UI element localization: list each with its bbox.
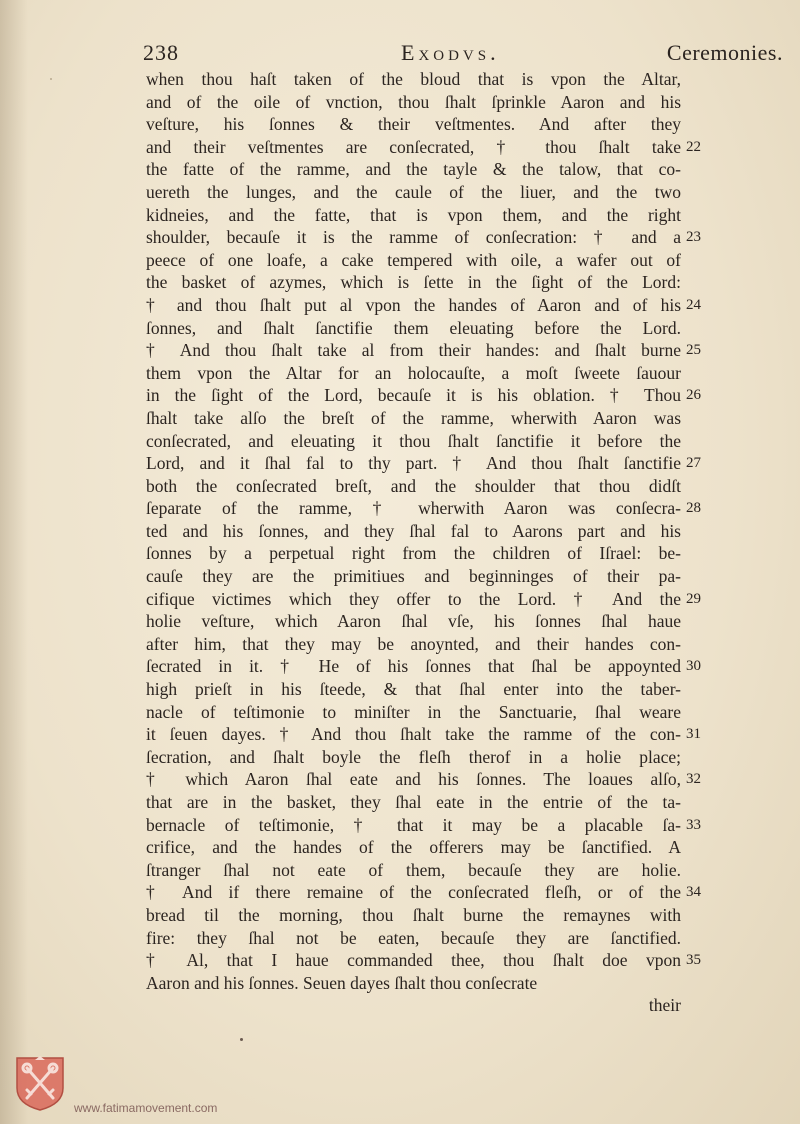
text-line: ſonnes by a perpetual right from the children of Iſrael: be- — [146, 543, 681, 564]
text-line: crifice, and the handes of the offerers may be ſanctified. A — [146, 837, 681, 858]
verse-number: 24 — [686, 296, 701, 313]
page-gutter-shadow — [0, 0, 28, 1124]
text-line: bread til the morning, thou ſhalt burne the remaynes with — [146, 904, 681, 925]
text-line: ſtranger ſhal not eate of them, becauſe they are holie. — [146, 859, 681, 880]
verse-number: 31 — [686, 726, 701, 743]
verse-number — [686, 746, 726, 769]
book-title: Exodvs. — [401, 40, 500, 65]
verse-number: 33 — [686, 816, 701, 833]
text-line: ſecrated in it. † He of his ſonnes that ſhal be appoynted — [146, 656, 681, 677]
text-line: their — [648, 995, 681, 1016]
verse-number — [686, 158, 726, 181]
verse-number — [686, 204, 726, 227]
verse-number — [686, 113, 726, 136]
verse-number: 30 — [686, 658, 701, 675]
verse-number — [686, 927, 726, 950]
verse-number — [686, 610, 726, 633]
page-number: 238 — [143, 40, 179, 65]
verse-number — [686, 91, 726, 114]
text-line: in the ſight of the Lord, becauſe it is his oblation. † Thou — [146, 385, 681, 406]
paper-speck — [50, 78, 52, 80]
verse-number: 32 — [686, 771, 701, 788]
verse-number — [686, 904, 726, 927]
verse-number — [686, 678, 726, 701]
verse-number — [686, 791, 726, 814]
text-line: † And thou ſhalt take al from their handes: and ſhalt burne — [146, 340, 681, 361]
text-line: that are in the basket, they ſhal eate in the entrie of the ta- — [146, 792, 681, 812]
text-line: holie veſture, which Aaron ſhal vſe, his ſonnes ſhal haue — [146, 611, 681, 632]
text-line: shoulder, becauſe it is the ramme of conſecration: † and a — [146, 227, 681, 248]
text-line: uereth the lunges, and the caule of the liuer, and the two — [146, 181, 681, 202]
text-line: conſecrated, and eleuating it thou ſhalt ſanctifie it before the — [146, 430, 681, 451]
verse-number — [686, 972, 726, 995]
crossed-keys-logo-icon[interactable] — [13, 1054, 67, 1112]
text-line: † and thou ſhalt put al vpon the handes of Aaron and of his — [146, 294, 681, 315]
text-line: nacle of teſtimonie to miniſter in the Sanctuarie, ſhal weare — [146, 701, 681, 722]
text-line: ſeparate of the ramme, † wherwith Aaron was conſecra- — [146, 498, 681, 519]
text-line: veſture, his ſonnes & their veſtmentes. And after they — [146, 114, 681, 135]
verse-number — [686, 542, 726, 565]
ink-dot — [240, 1038, 243, 1041]
verse-number — [686, 475, 726, 498]
verse-number: 35 — [686, 952, 701, 969]
verse-number: 26 — [686, 387, 701, 404]
verse-number — [686, 407, 726, 430]
text-line: Lord, and it ſhal fal to thy part. † And thou ſhalt ſanctifie — [146, 453, 681, 474]
verse-number: 27 — [686, 455, 701, 472]
verse-number — [686, 68, 726, 91]
verse-number — [686, 181, 726, 204]
verse-number: 29 — [686, 590, 701, 607]
text-line: † And if there remaine of the conſecrated fleſh, or of the — [146, 882, 681, 903]
text-line: both the conſecrated breſt, and the shoulder that thou didſt — [146, 475, 681, 496]
text-line: the fatte of the ramme, and the tayle & the talow, that co- — [146, 159, 681, 180]
scripture-text-block — [146, 68, 681, 1017]
text-line: ſecration, and ſhalt boyle the fleſh therof in a holie place; — [146, 746, 681, 767]
text-line: them vpon the Altar for an holocauſte, a moſt ſweete ſauour — [146, 362, 681, 383]
verse-number — [686, 836, 726, 859]
verse-number: 22 — [686, 138, 701, 155]
verse-number — [686, 430, 726, 453]
text-line: cifique victimes which they offer to the Lord. † And the — [146, 588, 681, 609]
verse-number — [686, 701, 726, 724]
page-header — [143, 38, 783, 72]
text-line: ſonnes, and ſhalt ſanctifie them eleuating before the Lord. — [146, 317, 681, 338]
text-line: kidneies, and the fatte, that is vpon them, and the right — [146, 204, 681, 225]
verse-number — [686, 633, 726, 656]
text-line: peece of one loafe, a cake tempered with oile, a wafer out of — [146, 249, 681, 270]
verse-number — [686, 859, 726, 882]
text-line: Aaron and his ſonnes. Seuen dayes ſhalt thou conſecrate — [146, 972, 538, 993]
text-line: and of the oile of vnction, thou ſhalt ſprinkle Aaron and his — [146, 91, 681, 112]
verse-number — [686, 994, 726, 1017]
text-line: and their veſtmentes are conſecrated, † thou ſhalt take — [146, 136, 681, 157]
verse-number — [686, 271, 726, 294]
verse-number — [686, 249, 726, 272]
text-line: it ſeuen dayes. † And thou ſhalt take the ramme of the con- — [146, 724, 681, 745]
text-line: † Al, that I haue commanded thee, thou ſhalt doe vpon — [146, 950, 681, 971]
watermark-url[interactable]: www.fatimamovement.com — [74, 1101, 218, 1115]
verse-number — [686, 362, 726, 385]
verse-number: 28 — [686, 500, 701, 517]
verse-number — [686, 565, 726, 588]
text-line: cauſe they are the primitiues and beginninges of their pa- — [146, 566, 681, 587]
text-line: high prieſt in his ſteede, & that ſhal enter into the taber- — [146, 679, 681, 700]
text-line: after him, that they may be anoynted, and their handes con- — [146, 633, 681, 654]
text-line: † which Aaron ſhal eate and his ſonnes. The loaues alſo, — [146, 769, 681, 790]
verse-number — [686, 520, 726, 543]
text-line: ſhalt take alſo the breſt of the ramme, wherwith Aaron was — [146, 407, 681, 428]
text-line: the basket of azymes, which is ſette in the ſight of the Lord: — [146, 272, 681, 293]
text-line: ted and his ſonnes, and they ſhal fal to Aarons part and his — [146, 520, 681, 541]
verse-number: 23 — [686, 229, 701, 246]
text-line: fire: they ſhal not be eaten, becauſe they are ſanctified. — [146, 927, 681, 948]
verse-number — [686, 317, 726, 340]
section-title: Ceremonies. — [666, 40, 783, 65]
verse-number: 34 — [686, 884, 701, 901]
verse-number: 25 — [686, 342, 701, 359]
verse-number-margin — [686, 68, 726, 1017]
text-line: when thou haſt taken of the bloud that is vpon the Altar, — [146, 69, 681, 89]
text-line: bernacle of teſtimonie, † that it may be a placable ſa- — [146, 814, 681, 835]
